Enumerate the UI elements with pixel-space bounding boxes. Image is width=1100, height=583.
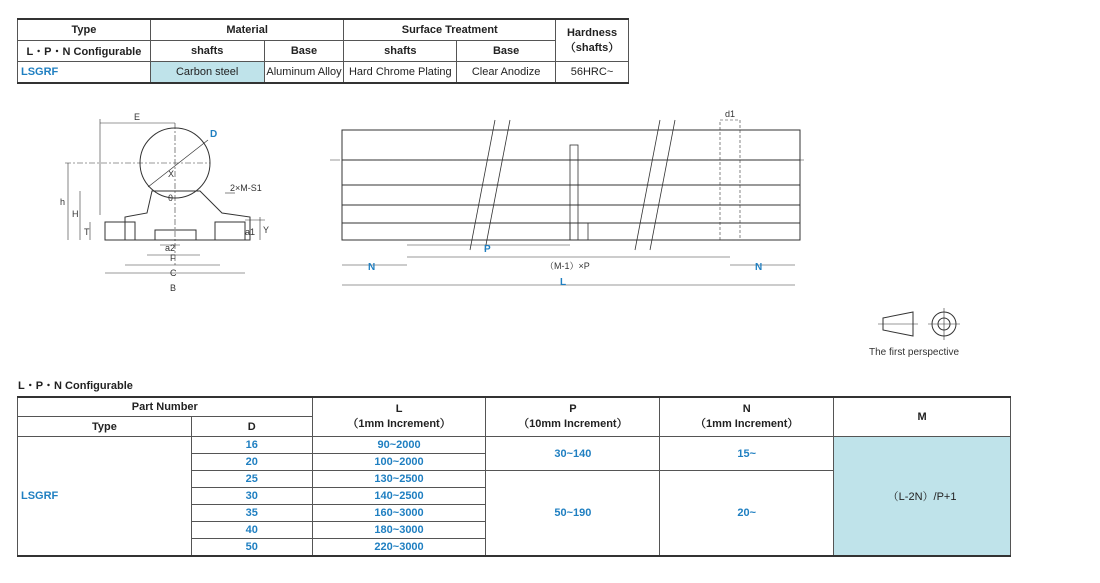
label-a2: a2 bbox=[165, 243, 176, 253]
spec-header-configurable: L・P・N Configurable bbox=[18, 41, 151, 62]
left-flange bbox=[105, 222, 135, 240]
label-H: H bbox=[72, 209, 79, 219]
l-cell: 160~3000 bbox=[312, 505, 486, 522]
l-cell: 180~3000 bbox=[312, 522, 486, 539]
header-l bbox=[312, 397, 486, 437]
header-d: D bbox=[191, 417, 312, 437]
l-cell: 140~2500 bbox=[312, 488, 486, 505]
side-view-drawing bbox=[50, 105, 280, 300]
front-view-drawing bbox=[330, 105, 810, 295]
label-d1: d1 bbox=[725, 109, 736, 119]
header-p-sub: （10mm Increment） bbox=[518, 418, 628, 430]
label-pitch: （M-1）×P bbox=[545, 261, 590, 271]
d-cell: 30 bbox=[191, 488, 312, 505]
spec-cell-surface-base: Clear Anodize bbox=[457, 62, 556, 84]
p-cell: 50~190 bbox=[486, 471, 660, 557]
spec-cell-material-shafts: Carbon steel bbox=[150, 62, 264, 84]
label-holes: 2×M-S1 bbox=[230, 183, 262, 193]
d-cell: 35 bbox=[191, 505, 312, 522]
n-cell: 15~ bbox=[660, 437, 834, 471]
config-table-title: L・P・N Configurable bbox=[18, 380, 133, 392]
spec-cell-material-base: Aluminum Alloy bbox=[264, 62, 344, 84]
d-cell: 20 bbox=[191, 454, 312, 471]
label-F: F bbox=[170, 253, 176, 263]
label-theta: θ bbox=[168, 193, 174, 203]
spec-header-material: Material bbox=[150, 19, 344, 41]
spec-header-hardness bbox=[556, 19, 629, 62]
d-cell: 25 bbox=[191, 471, 312, 488]
header-type: Type bbox=[18, 417, 192, 437]
label-X: X bbox=[168, 169, 175, 179]
d-cell: 50 bbox=[191, 539, 312, 557]
header-m: M bbox=[834, 397, 1011, 437]
label-E: E bbox=[134, 112, 141, 122]
spec-cell-hardness: 56HRC~ bbox=[556, 62, 629, 84]
header-p-label: P bbox=[569, 403, 577, 415]
label-N-left: N bbox=[368, 262, 376, 273]
config-table bbox=[17, 396, 1011, 557]
header-n-sub: （1mm Increment） bbox=[695, 418, 799, 430]
label-D: D bbox=[210, 129, 218, 140]
spec-header-material-shafts: shafts bbox=[150, 41, 264, 62]
first-angle-projection-icon bbox=[878, 308, 968, 344]
header-l-sub: （1mm Increment） bbox=[347, 418, 451, 430]
spec-header-surface-shafts: shafts bbox=[344, 41, 457, 62]
header-p bbox=[486, 397, 660, 437]
n-cell: 20~ bbox=[660, 471, 834, 557]
label-C: C bbox=[170, 268, 177, 278]
spec-header-surface-base: Base bbox=[457, 41, 556, 62]
d-cell: 40 bbox=[191, 522, 312, 539]
type-cell: LSGRF bbox=[18, 437, 192, 557]
label-N-right: N bbox=[755, 262, 763, 273]
header-n bbox=[660, 397, 834, 437]
label-B: B bbox=[170, 283, 177, 293]
header-l-label: L bbox=[395, 403, 403, 415]
label-T: T bbox=[84, 227, 90, 237]
spec-cell-type: LSGRF bbox=[18, 62, 151, 84]
l-cell: 130~2500 bbox=[312, 471, 486, 488]
label-P: P bbox=[484, 244, 491, 255]
spec-cell-surface-shafts: Hard Chrome Plating bbox=[344, 62, 457, 84]
support-body bbox=[125, 191, 250, 240]
right-flange bbox=[215, 222, 245, 240]
spec-header-type: Type bbox=[18, 19, 151, 41]
perspective-label: The first perspective bbox=[869, 347, 960, 358]
m-cell: （L-2N）/P+1 bbox=[834, 437, 1011, 557]
l-cell: 90~2000 bbox=[312, 437, 486, 454]
d-cell: 16 bbox=[191, 437, 312, 454]
label-a1: a1 bbox=[245, 227, 256, 237]
spec-header-hardness-label: Hardness bbox=[566, 26, 618, 39]
label-h: h bbox=[60, 197, 66, 207]
header-n-label: N bbox=[742, 403, 751, 415]
header-part-number: Part Number bbox=[18, 397, 313, 417]
l-cell: 100~2000 bbox=[312, 454, 486, 471]
l-cell: 220~3000 bbox=[312, 539, 486, 557]
label-L: L bbox=[560, 277, 567, 288]
spec-header-surface: Surface Treatment bbox=[344, 19, 556, 41]
label-Y: Y bbox=[263, 225, 270, 235]
spec-header-hardness-sub: （shafts） bbox=[564, 41, 620, 54]
spec-header-material-base: Base bbox=[264, 41, 344, 62]
p-cell: 30~140 bbox=[486, 437, 660, 471]
spec-table bbox=[17, 18, 629, 84]
